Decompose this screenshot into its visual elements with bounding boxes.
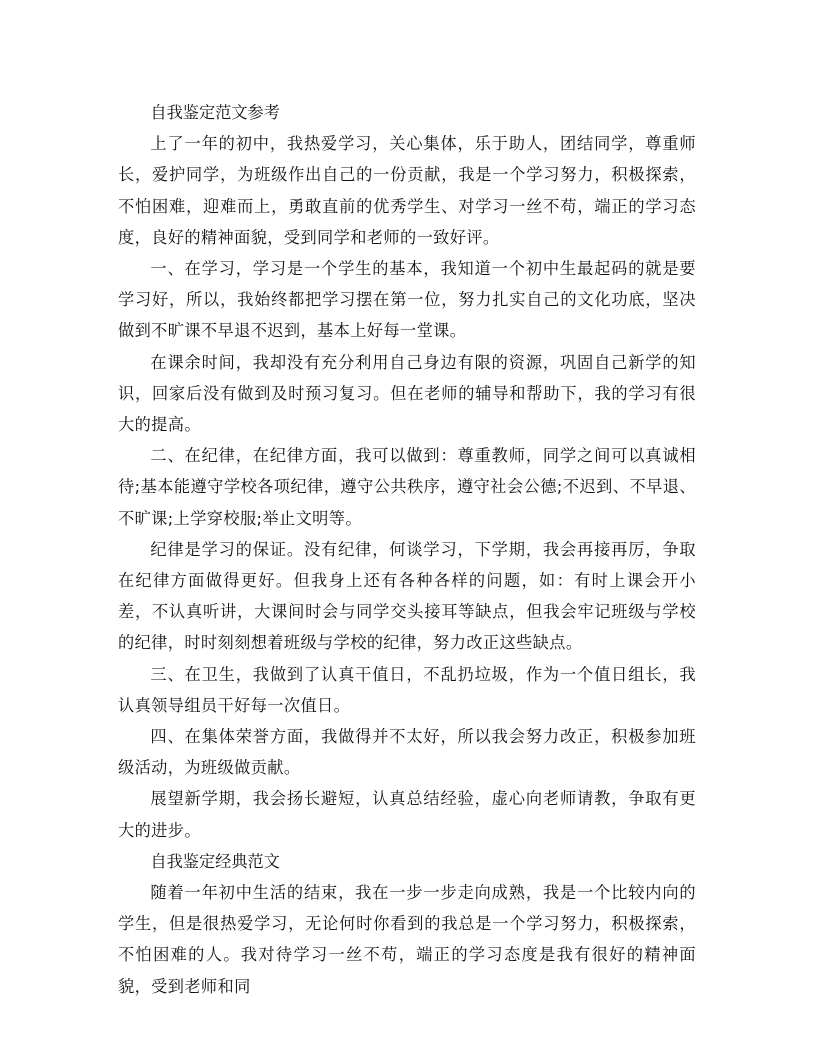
paragraph-intro: 上了一年的初中，我热爱学习，关心集体，乐于助人，团结同学，尊重师长，爱护同学，为班级作出自己的一份贡献，我是一个学习努力，积极探索，不怕困难，迎难而上，勇敢直前的优秀学生、对学习一丝不苟，端正的学习态度，良好的精神面貌，受到同学和老师的一致好评。 [118, 134, 696, 247]
paragraph-study: 一、在学习，学习是一个学生的基本，我知道一个初中生最起码的就是要学习好，所以，我始终都把学习摆在第一位，努力扎实自己的文化功底，坚决做到不旷课不早退不迟到，基本上好每一堂课。 [118, 259, 696, 341]
paragraph-collective-honor: 四、在集体荣誉方面，我做得并不太好，所以我会努力改正，积极参加班级活动，为班级做贡献。 [118, 727, 696, 778]
section-title-classic: 自我鉴定经典范文 [150, 851, 280, 871]
paragraph-classic-intro: 随着一年初中生活的结束，我在一步一步走向成熟，我是一个比较内向的学生，但是很热爱学习，无论何时你看到的我总是一个学习努力，积极探索，不怕困难的人。我对待学习一丝不苟，端正的学习态度是我有很好的精神面貌，受到老师和同 [118, 883, 696, 996]
paragraph-outlook: 展望新学期，我会扬长避短，认真总结经验，虚心向老师请教，争取有更大的进步。 [118, 789, 696, 840]
paragraph-discipline-guarantee: 纪律是学习的保证。没有纪律，何谈学习，下学期，我会再接再厉，争取在纪律方面做得更好。但我身上还有各种各样的问题，如：有时上课会开小差，不认真听讲，大课间时会与同学交头接耳等缺点，但我会牢记班级与学校的纪律，时时刻刻想着班级与学校的纪律，努力改正这些缺点。 [118, 539, 696, 653]
document-page [118, 97, 696, 1002]
paragraph-hygiene: 三、在卫生，我做到了认真干值日，不乱扔垃圾，作为一个值日组长，我认真领导组员干好每一次值日。 [118, 664, 696, 715]
paragraph-discipline: 二、在纪律，在纪律方面，我可以做到：尊重教师，同学之间可以真诚相待;基本能遵守学校各项纪律，遵守公共秩序，遵守社会公德;不迟到、不早退、不旷课;上学穿校服;举止文明等。 [118, 446, 696, 528]
section-title-reference: 自我鉴定范文参考 [150, 103, 280, 122]
paragraph-spare-time: 在课余时间，我却没有充分利用自己身边有限的资源，巩固自己新学的知识，回家后没有做到及时预习复习。但在老师的辅导和帮助下，我的学习有很大的提高。 [118, 352, 696, 435]
